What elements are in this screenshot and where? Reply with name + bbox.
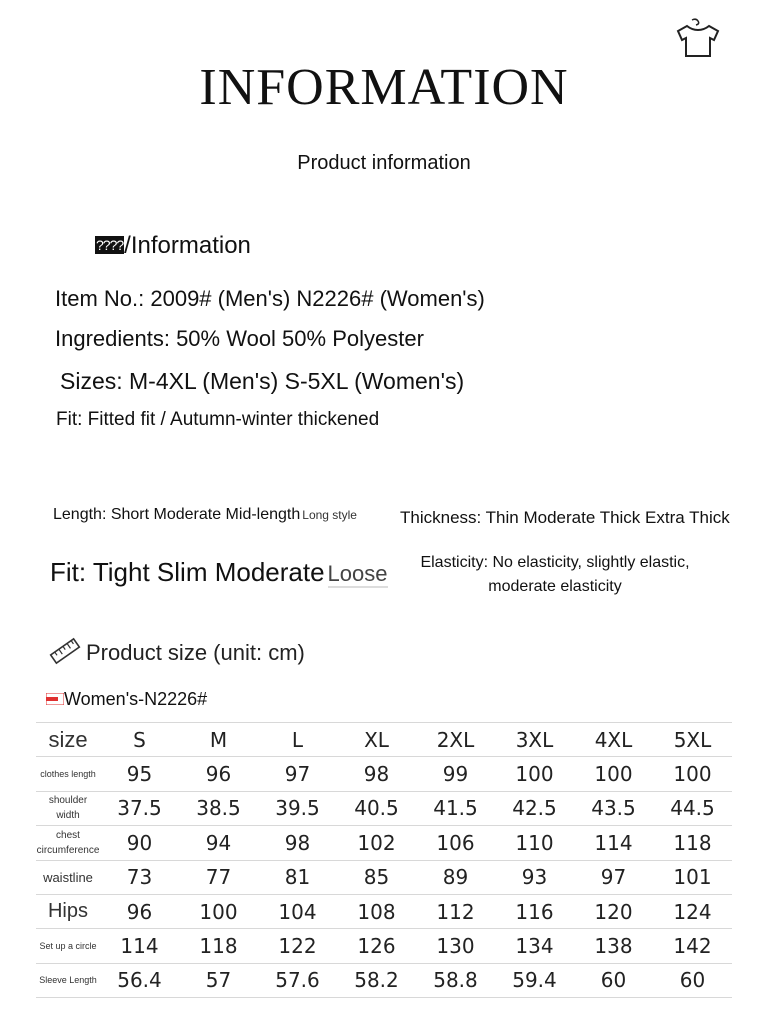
table-cell: 104 bbox=[258, 894, 337, 928]
row-label: waistline bbox=[36, 860, 100, 894]
table-cell: 60 bbox=[653, 963, 732, 997]
table-row bbox=[36, 826, 732, 860]
table-cell: 118 bbox=[179, 929, 258, 963]
column-header: 3XL bbox=[495, 723, 574, 757]
row-label: Sleeve Length bbox=[36, 963, 100, 997]
column-header: 2XL bbox=[416, 723, 495, 757]
table-row bbox=[36, 929, 732, 963]
table-cell: 142 bbox=[653, 929, 732, 963]
table-cell: 124 bbox=[653, 894, 732, 928]
fit-description: Fit: Fitted fit / Autumn-winter thickened bbox=[56, 409, 380, 430]
table-cell: 114 bbox=[574, 826, 653, 860]
table-row bbox=[36, 791, 732, 825]
row-label: Set up a circle bbox=[36, 929, 100, 963]
fit-attribute bbox=[50, 557, 388, 588]
ruler-icon bbox=[48, 636, 82, 666]
table-cell: 57 bbox=[179, 963, 258, 997]
table-cell: 59.4 bbox=[495, 963, 574, 997]
table-cell: 100 bbox=[653, 757, 732, 791]
flag-icon bbox=[46, 692, 64, 704]
table-cell: 40.5 bbox=[337, 791, 416, 825]
table-cell: 112 bbox=[416, 894, 495, 928]
table-cell: 120 bbox=[574, 894, 653, 928]
table-cell: 57.6 bbox=[258, 963, 337, 997]
table-cell: 96 bbox=[179, 757, 258, 791]
size-section-heading: Product size (unit: cm) bbox=[86, 640, 305, 665]
column-header: S bbox=[100, 723, 179, 757]
table-cell: 56.4 bbox=[100, 963, 179, 997]
column-header: L bbox=[258, 723, 337, 757]
table-cell: 81 bbox=[258, 860, 337, 894]
table-cell: 102 bbox=[337, 826, 416, 860]
page-subtitle: Product information bbox=[297, 152, 471, 174]
table-cell: 116 bbox=[495, 894, 574, 928]
table-cell: 99 bbox=[416, 757, 495, 791]
elasticity-attribute bbox=[412, 551, 698, 599]
length-attribute bbox=[53, 506, 357, 524]
table-row bbox=[36, 757, 732, 791]
table-cell: 101 bbox=[653, 860, 732, 894]
table-cell: 96 bbox=[100, 894, 179, 928]
table-cell: 89 bbox=[416, 860, 495, 894]
table-cell: 39.5 bbox=[258, 791, 337, 825]
size-table bbox=[36, 722, 732, 998]
table-row bbox=[36, 894, 732, 928]
table-cell: 98 bbox=[258, 826, 337, 860]
info-heading bbox=[95, 232, 251, 260]
ingredients: Ingredients: 50% Wool 50% Polyester bbox=[55, 326, 424, 351]
table-cell: 85 bbox=[337, 860, 416, 894]
table-cell: 58.8 bbox=[416, 963, 495, 997]
table-cell: 97 bbox=[258, 757, 337, 791]
info-heading-text: /Information bbox=[124, 232, 251, 259]
row-label: shoulder width bbox=[36, 791, 100, 825]
thickness-attribute: Thickness: Thin Moderate Thick Extra Thick bbox=[400, 508, 730, 527]
table-cell: 114 bbox=[100, 929, 179, 963]
table-header-label: size bbox=[36, 723, 100, 757]
table-cell: 41.5 bbox=[416, 791, 495, 825]
sizes: Sizes: M-4XL (Men's) S-5XL (Women's) bbox=[60, 368, 465, 394]
table-row bbox=[36, 860, 732, 894]
page-title: INFORMATION bbox=[199, 59, 569, 116]
tshirt-icon bbox=[674, 16, 720, 60]
table-cell: 130 bbox=[416, 929, 495, 963]
table-cell: 100 bbox=[574, 757, 653, 791]
table-cell: 122 bbox=[258, 929, 337, 963]
table-cell: 60 bbox=[574, 963, 653, 997]
table-cell: 37.5 bbox=[100, 791, 179, 825]
column-header: 4XL bbox=[574, 723, 653, 757]
table-cell: 98 bbox=[337, 757, 416, 791]
table-cell: 95 bbox=[100, 757, 179, 791]
elasticity-line-1: Elasticity: No elasticity, slightly elastic, bbox=[420, 554, 690, 571]
table-cell: 43.5 bbox=[574, 791, 653, 825]
elasticity-line-2: moderate elasticity bbox=[488, 578, 622, 595]
table-cell: 126 bbox=[337, 929, 416, 963]
length-options: Length: Short Moderate Mid-length bbox=[53, 506, 301, 523]
row-label: Hips bbox=[36, 894, 100, 928]
table-cell: 58.2 bbox=[337, 963, 416, 997]
table-cell: 93 bbox=[495, 860, 574, 894]
table-cell: 110 bbox=[495, 826, 574, 860]
row-label: clothes length bbox=[36, 757, 100, 791]
table-cell: 44.5 bbox=[653, 791, 732, 825]
table-cell: 100 bbox=[179, 894, 258, 928]
column-header: XL bbox=[337, 723, 416, 757]
table-cell: 138 bbox=[574, 929, 653, 963]
table-cell: 38.5 bbox=[179, 791, 258, 825]
info-heading-garbled: ???? bbox=[96, 237, 124, 253]
item-number: Item No.: 2009# (Men's) N2226# (Women's) bbox=[55, 286, 485, 311]
row-label: chest circumference bbox=[36, 826, 100, 860]
table-row bbox=[36, 963, 732, 997]
table-cell: 118 bbox=[653, 826, 732, 860]
table-cell: 97 bbox=[574, 860, 653, 894]
fit-options: Fit: Tight Slim Moderate bbox=[50, 557, 325, 587]
table-cell: 42.5 bbox=[495, 791, 574, 825]
fit-selected: Loose bbox=[327, 561, 388, 586]
table-cell: 100 bbox=[495, 757, 574, 791]
table-cell: 77 bbox=[179, 860, 258, 894]
table-cell: 134 bbox=[495, 929, 574, 963]
women-size-heading: Women's-N2226# bbox=[64, 689, 208, 709]
column-header: M bbox=[179, 723, 258, 757]
table-cell: 90 bbox=[100, 826, 179, 860]
table-cell: 106 bbox=[416, 826, 495, 860]
table-cell: 108 bbox=[337, 894, 416, 928]
table-header-row bbox=[36, 723, 732, 757]
table-cell: 73 bbox=[100, 860, 179, 894]
length-selected: Long style bbox=[302, 508, 357, 522]
table-cell: 94 bbox=[179, 826, 258, 860]
column-header: 5XL bbox=[653, 723, 732, 757]
